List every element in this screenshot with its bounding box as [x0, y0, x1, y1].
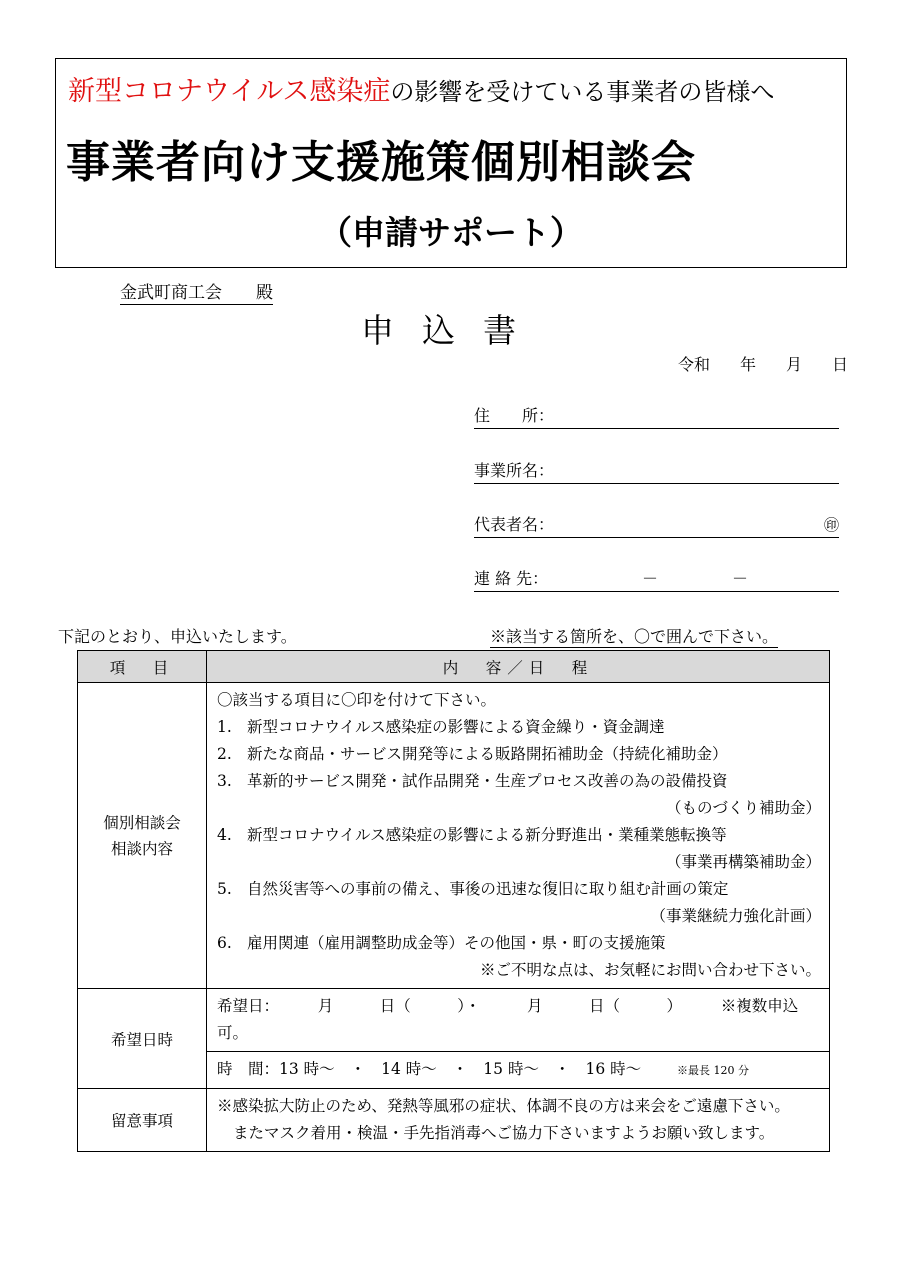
schedule-time-cell[interactable] [207, 1052, 830, 1089]
address-field[interactable] [474, 404, 839, 429]
header-box [55, 58, 847, 268]
date-era: 令和 [677, 355, 710, 374]
consult-option-3[interactable]: 3. 革新的サービス開発・試作品開発・生産プロセス改善の為の設備投資 [217, 772, 728, 790]
date-month: 月 [785, 355, 802, 374]
date-day: 日 [831, 355, 848, 374]
main-title: 事業者向け支援施策個別相談会 [66, 137, 696, 188]
consult-option-6[interactable]: 6. 雇用関連（雇用調整助成金等）その他国・県・町の支援施策 [217, 934, 666, 952]
schedule-label: 希望日時 [78, 989, 207, 1089]
date-line [648, 352, 848, 375]
subtitle-rest: の影響を受けている事業者の皆様へ [390, 78, 775, 106]
notes-line: またマスク着用・検温・手先指消毒へご協力下さいますようお願い致します。 [233, 1124, 775, 1142]
date-year: 年 [739, 355, 756, 374]
intro-instruction: ※該当する箇所を、〇で囲んで下さい。 [490, 624, 778, 648]
seal-icon: ㊞ [823, 516, 839, 534]
subtitle-highlight: 新型コロナウイルス感染症 [68, 76, 391, 107]
contact-label: 連 絡 先： [474, 569, 549, 588]
consult-instruction: 〇該当する項目に〇印を付けて下さい。 [217, 691, 497, 709]
intro-text: 下記のとおり、申込いたします。 [58, 627, 297, 646]
consult-option-1[interactable]: 1. 新型コロナウイルス感染症の影響による資金繰り・資金調達 [217, 718, 665, 736]
table-header-row [78, 651, 830, 683]
consult-option-4[interactable]: 4. 新型コロナウイルス感染症の影響による新分野進出・業種業態転換等 [217, 826, 727, 844]
notes-label: 留意事項 [78, 1089, 207, 1152]
office-name-field[interactable] [474, 459, 839, 484]
header-content: 内 容／日 程 [207, 651, 830, 683]
representative-field[interactable] [474, 513, 839, 538]
header-subtitle [68, 77, 774, 107]
notes-row [78, 1089, 830, 1152]
address-label: 住 所： [474, 406, 555, 425]
consult-option-5[interactable]: 5. 自然災害等への事前の備え、事後の迅速な復旧に取り組む計画の策定 [217, 880, 729, 898]
schedule-date-cell[interactable] [207, 989, 830, 1052]
contact-dash-1: － [642, 569, 659, 588]
consult-option-2[interactable]: 2. 新たな商品・サービス開発等による販路開拓補助金（持続化補助金） [217, 745, 728, 763]
contact-dash-2: － [732, 569, 749, 588]
schedule-date-line-cont: 可。 [217, 1024, 249, 1042]
consult-label-line: 相談内容 [110, 839, 173, 858]
consult-option-3-note: （ものづくり補助金） [665, 799, 821, 817]
contact-field[interactable] [474, 567, 839, 592]
form-title: 申込書 [361, 311, 544, 350]
schedule-time-line: 時 間：13 時～ ・ 14 時～ ・ 15 時～ ・ 16 時～ ※最長 120 分 [217, 1060, 750, 1078]
time-limit-note: ※最長 120 分 [677, 1064, 750, 1077]
consult-label-line: 個別相談会 [103, 813, 181, 832]
main-title-sub: （申請サポート） [319, 213, 583, 252]
notes-line: ※感染拡大防止のため、発熱等風邪の症状、体調不良の方は来会をご遠慮下さい。 [217, 1097, 790, 1115]
addressee: 金武町商工会 殿 [120, 278, 273, 305]
office-name-label: 事業所名： [474, 461, 555, 480]
schedule-date-row [78, 989, 830, 1052]
application-table [77, 650, 830, 1152]
schedule-date-line: 希望日： 月 日（ ）・ 月 日（ ） ※複数申込 [217, 997, 799, 1015]
consult-label [78, 683, 207, 989]
consult-content [207, 683, 830, 989]
consult-option-4-note: （事業再構築補助金） [665, 853, 821, 871]
notes-content [207, 1089, 830, 1152]
consult-footer-note: ※ご不明な点は、お気軽にお問い合わせ下さい。 [479, 961, 821, 979]
representative-label: 代表者名： [474, 515, 555, 534]
consult-option-5-note: （事業継続力強化計画） [650, 907, 821, 925]
header-item: 項 目 [78, 651, 207, 683]
consult-row [78, 683, 830, 989]
